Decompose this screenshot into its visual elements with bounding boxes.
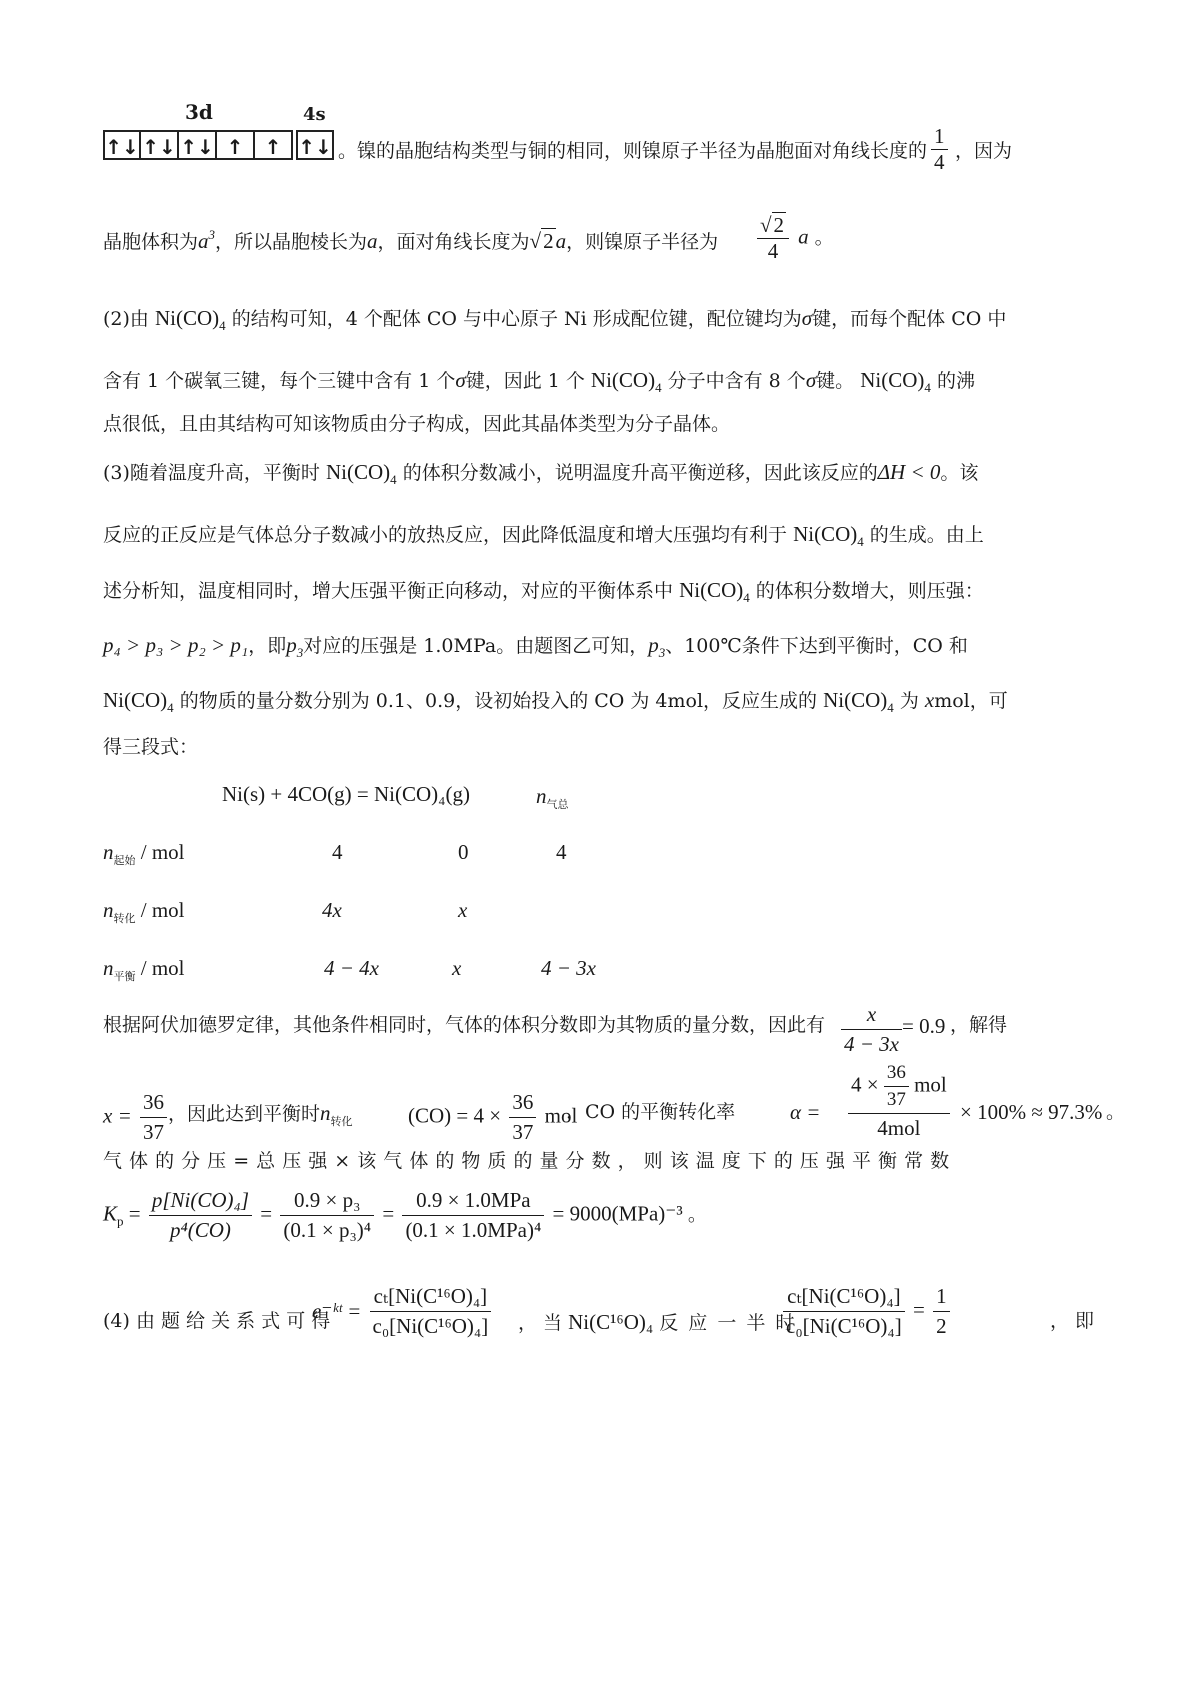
orbital-box: ↑ <box>217 130 255 160</box>
frac-num: p[Ni(CO)₄] <box>149 1188 252 1216</box>
text: (2)由 <box>103 308 149 330</box>
sigma: σ <box>805 368 817 392</box>
math: mol <box>544 1103 578 1128</box>
formula-nico4: $Ni(CO)_4$ <box>325 460 397 487</box>
orbital-box: ↑↓ <box>179 130 217 160</box>
p4-line1-eq: = 0.9 <box>902 1014 946 1038</box>
text: 的物质的量分数分别为 0.1、0.9，设初始投入的 CO 为 4mol，反应生成的 <box>179 690 818 712</box>
sqrt-arg: 2 <box>773 213 785 237</box>
table-cell: 4x <box>322 898 342 922</box>
text: (3)随着温度升高，平衡时 <box>103 462 320 484</box>
kp-equation: $K_p$ = $\frac{\text{p[Ni(CO)₄]}}{\text{p⁴(CO)}}$ = $\frac{\text{0.9 × p₃}}{\text{(0.1 × p₃)⁴}}$ = $\frac{\text{0.9 × 1.0MPa}}{\text{(0.1 × 1.0MPa)⁴}}$ = 9000(MPa)⁻³ 。 <box>103 1188 707 1242</box>
frac-num: 0.9 × p₃ <box>280 1188 374 1216</box>
frac-den: 4 <box>767 239 779 263</box>
formula-nic16o4: Ni(C¹⁶O)₄ <box>568 1310 654 1334</box>
text: 含有 1 个碳氧三键，每个三键中含有 1 个 <box>103 370 456 392</box>
p1-frac2: $\frac{√2}{4}$ a 。 <box>754 215 834 262</box>
col-total-header <box>536 784 569 812</box>
row-unit: / mol <box>140 956 185 980</box>
text: 的体积分数增大，则压强： <box>755 580 984 602</box>
kp-result: = 9000(MPa)⁻³ <box>552 1201 683 1226</box>
table-cell: 4 <box>332 840 343 864</box>
orbital-3d-boxes <box>103 130 293 160</box>
frac-num: 36 <box>509 1090 536 1118</box>
row-label: n <box>103 956 114 980</box>
table-cell: x <box>452 956 462 980</box>
orbital-box: ↑ <box>255 130 293 160</box>
math: mol <box>914 1072 947 1097</box>
p3-line2 <box>103 524 984 548</box>
text: ，因此达到平衡时 <box>168 1103 321 1125</box>
n-symbol: n <box>536 784 547 808</box>
row-sub: 转化 <box>113 913 136 925</box>
frac-den: 37 <box>143 1120 164 1144</box>
p4-line2-b: ，CO 的平衡转化率 <box>566 1101 736 1123</box>
text: (4) 由 题 给 关 系 式 可 得 <box>103 1310 331 1332</box>
p5-exp-eq <box>312 1284 494 1339</box>
p3-line4: p₄ > p₃ > p₂ > p₁，即$p_3$对应的压强是 1.0MPa。由题图乙可知，$p_3$、100℃条件下达到平衡时，CO 和 <box>103 633 968 660</box>
frac-num: cₜ[Ni(C¹⁶O)₄] <box>783 1284 905 1312</box>
formula-nico4: $Ni(CO)_4$ <box>590 368 662 395</box>
p3-line5: $Ni(CO)_4$ 的物质的量分数分别为 0.1、0.9，设初始投入的 CO 为 4mol，反应生成的 $Ni(CO)_4$ 为 xmol，可 <box>103 688 1008 715</box>
frac-den: (0.1 × p₃)⁴ <box>283 1218 372 1242</box>
formula-nico4: $Ni(CO)_4$ <box>103 688 174 715</box>
p4-line2-end: 。 <box>1106 1101 1126 1123</box>
kp-sub: p <box>117 1213 124 1229</box>
p1-frac1 <box>928 126 951 173</box>
text: 的沸 <box>936 370 975 392</box>
math: 4 × <box>851 1072 879 1097</box>
frac-num: 36 <box>140 1090 167 1118</box>
text: ，则镍原子半径为 <box>566 231 719 253</box>
text: 键。 <box>816 370 855 392</box>
math-a: a <box>367 229 378 253</box>
p5-line <box>103 1312 330 1331</box>
row-unit: / mol <box>140 840 185 864</box>
row-label: n <box>103 840 114 864</box>
formula-nico4: $Ni(CO)_4$ <box>154 306 226 333</box>
frac-num: 36 <box>884 1062 909 1087</box>
row-label: n <box>103 898 114 922</box>
p5-mid <box>518 1312 796 1333</box>
frac-den: c₀[Ni(C¹⁶O)₄] <box>372 1314 489 1338</box>
text: 的体积分数减小，说明温度升高平衡逆移，因此该反应的 <box>402 462 878 484</box>
frac-den: p⁴(CO) <box>169 1218 231 1242</box>
text: 述分析知，温度相同时，增大压强平衡正向移动，对应的平衡体系中 <box>103 580 674 602</box>
text: 反 应 一 半 时 <box>659 1312 797 1334</box>
math: (CO) = 4 × <box>408 1103 502 1128</box>
p1-line2: 晶胞体积为$a^3$，所以晶胞棱长为a，面对角线长度为√2a，则镍原子半径为 <box>103 227 719 253</box>
orbital-box: ↑↓ <box>141 130 179 160</box>
frac-den: 37 <box>512 1120 534 1144</box>
frac-num: 1 <box>931 126 948 150</box>
sigma: σ <box>455 368 466 392</box>
text: 晶胞体积为 <box>103 231 199 253</box>
p4-line1-frac <box>838 1002 905 1057</box>
formula-nico4: $Ni(CO)_4$ <box>823 688 894 715</box>
formula-nico4: $Ni(CO)_4$ <box>679 578 750 605</box>
label-4s: 4s <box>303 104 326 125</box>
frac-den: 4 <box>934 150 945 174</box>
table-cell: 4 <box>556 840 567 864</box>
text: 为 <box>899 690 925 712</box>
text: mol，可 <box>934 690 1008 712</box>
p1-line1-tail: ，因为 <box>955 140 1013 162</box>
frac-num: 0.9 × 1.0MPa <box>402 1188 544 1216</box>
frac-den: 2 <box>936 1314 947 1338</box>
text: 的生成。由上 <box>869 524 984 546</box>
p2-line3: 点很低，且由其结构可知该物质由分子构成，因此其晶体类型为分子晶体。 <box>103 413 731 435</box>
delta-h: ΔH < 0 <box>877 460 941 484</box>
text: 。该 <box>940 462 979 484</box>
frac-den: (0.1 × 1.0MPa)⁴ <box>405 1218 542 1242</box>
text: 、100℃条件下达到平衡时，CO 和 <box>665 635 968 657</box>
label-3d: 3d <box>185 100 213 124</box>
table-row <box>103 898 185 926</box>
text: 对应的压强是 1.0MPa。由题图乙可知， <box>303 635 649 657</box>
table-cell: 0 <box>458 840 469 864</box>
table-row <box>103 956 185 984</box>
p4-x-eq <box>103 1090 170 1145</box>
sigma: σ <box>801 306 813 330</box>
p3-line6: 得三段式： <box>103 736 199 758</box>
orbital-box: ↑↓ <box>296 130 334 160</box>
exp: e⁻ᵏᵗ = <box>312 1299 362 1323</box>
p3-line1 <box>103 462 978 486</box>
text: 反应的正反应是气体总分子数减小的放热反应，因此降低温度和增大压强均有利于 <box>103 524 788 546</box>
text: 键，而每个配体 CO 中 <box>812 308 1007 330</box>
text: 分子中含有 8 个 <box>667 370 806 392</box>
alpha-result: × 100% ≈ 97.3% <box>960 1100 1103 1124</box>
p1-line1 <box>338 142 927 161</box>
text: 。镍的晶胞结构类型与铜的相同，则镍原子半径为晶胞面对角线长度的 <box>338 140 928 162</box>
p2-line2 <box>103 370 975 394</box>
frac-den: 4 − 3x <box>844 1032 899 1056</box>
row-sub: 起始 <box>113 855 136 867</box>
reaction-equation: Ni(s) + 4CO(g) = Ni(CO)₄(g) <box>222 782 470 806</box>
p4-line2 <box>168 1103 353 1127</box>
alpha-eq: α = <box>790 1100 821 1124</box>
p4-line1-tail: ，解得 <box>950 1014 1008 1036</box>
table-cell: 4 − 4x <box>324 956 379 980</box>
text: 。 <box>687 1204 707 1226</box>
p5-end: ， 即 <box>1050 1310 1095 1332</box>
n-symbol: n <box>320 1101 331 1125</box>
text: ，所以晶胞棱长为 <box>215 231 368 253</box>
n-sub: 气总 <box>546 799 569 811</box>
alpha-big-frac <box>848 1062 950 1141</box>
frac-den: 37 <box>886 1089 906 1110</box>
p4-line3: 气 体 的 分 压 = 总 压 强 × 该 气 体 的 物 质 的 量 分 数 ， 则 该 温 度 下 的 压 强 平 衡 常 数 <box>103 1150 950 1172</box>
text: ， 当 <box>518 1312 563 1334</box>
frac-den: 4mol <box>877 1116 921 1140</box>
p2-line1 <box>103 308 1006 332</box>
text: 。 <box>814 226 834 249</box>
p4-line1: 根据阿伏加德罗定律，其他条件相同时，气体的体积分数即为其物质的量分数，因此有 <box>103 1014 826 1036</box>
p5-half-eq: $\frac{\text{cₜ[Ni(C¹⁶O)₄]}}{\text{c₀[Ni(C¹⁶O)₄]}}$ = $\frac{1}{2}$ <box>780 1284 953 1339</box>
x-eq: x = <box>103 1103 132 1128</box>
pressure-order: p₄ > p₃ > p₂ > p₁ <box>103 633 249 657</box>
p4-line2-math <box>408 1090 577 1145</box>
p3-line3 <box>103 580 984 604</box>
text: 的结构可知，4 个配体 CO 与中心原子 Ni 形成配位键，配位键均为 <box>231 308 802 330</box>
table-cell: 4 − 3x <box>541 956 596 980</box>
frac-den: c₀[Ni(C¹⁶O)₄] <box>786 1314 902 1338</box>
orbital-4s-box <box>296 130 334 160</box>
frac-num: cₜ[Ni(C¹⁶O)₄] <box>370 1284 492 1312</box>
text: 键，因此 1 个 <box>465 370 585 392</box>
row-unit: / mol <box>140 898 185 922</box>
n-sub: 转化 <box>330 1115 353 1128</box>
text: ，面对角线长度为 <box>377 231 530 253</box>
math-a: a <box>798 224 809 249</box>
orbital-box: ↑↓ <box>103 130 141 160</box>
table-row <box>103 840 185 868</box>
frac-num: x <box>841 1002 902 1030</box>
frac-num: 1 <box>933 1284 950 1312</box>
formula-nico4: $Ni(CO)_4$ <box>793 522 864 549</box>
table-cell: x <box>458 898 468 922</box>
text: ，即 <box>248 635 287 657</box>
formula-nico4: $Ni(CO)_4$ <box>860 368 931 395</box>
row-sub: 平衡 <box>113 971 136 983</box>
kp-symbol: K <box>103 1201 118 1226</box>
